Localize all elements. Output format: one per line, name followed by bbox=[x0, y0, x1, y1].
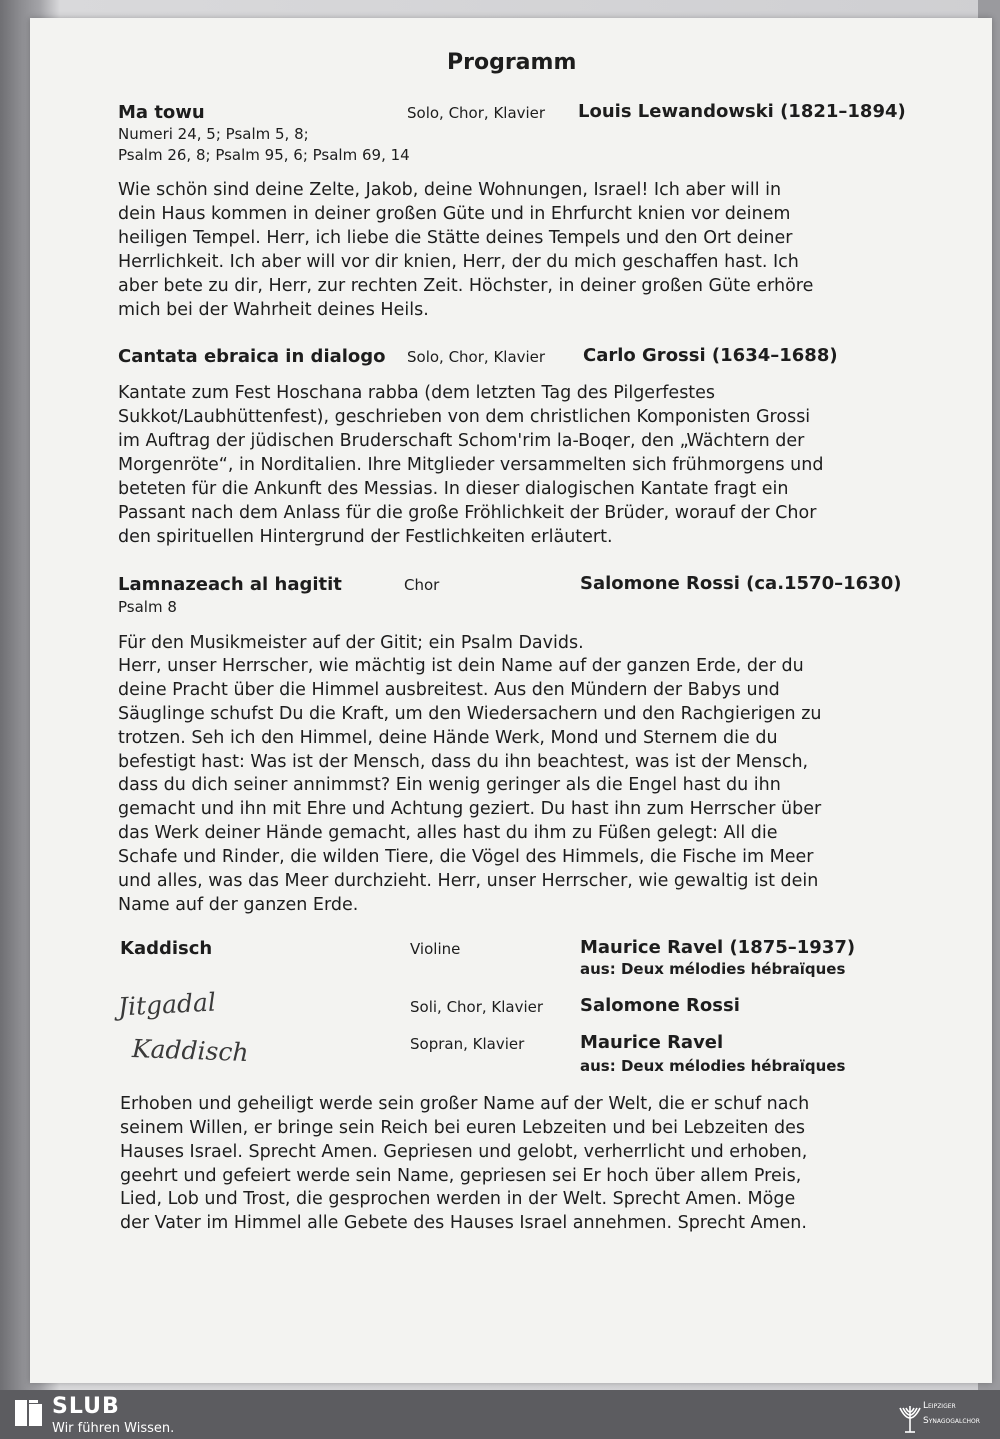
piece-text-line: dein Haus kommen in deiner großen Güte und in Ehrfurcht knien vor deinem bbox=[118, 204, 791, 224]
piece-text-line: beteten für die Ankunft des Messias. In dieser dialogischen Kantate fragt ein bbox=[118, 479, 789, 499]
piece-text-line: Wie schön sind deine Zelte, Jakob, deine Wohnungen, Israel! Ich aber will in bbox=[118, 180, 782, 200]
piece-text-line: geehrt und gefeiert werde sein Name, gepriesen sei Er hoch über allem Preis, bbox=[120, 1166, 802, 1186]
piece-performers: Solo, Chor, Klavier bbox=[407, 348, 546, 366]
piece-performers: Sopran, Klavier bbox=[410, 1035, 525, 1053]
piece-title: Cantata ebraica in dialogo bbox=[118, 346, 386, 367]
piece-text-line: gemacht und ihn mit Ehre und Achtung geziert. Du hast ihn zum Herrscher über bbox=[118, 799, 822, 819]
piece-reference: Psalm 26, 8; Psalm 95, 6; Psalm 69, 14 bbox=[118, 146, 410, 164]
piece-source: aus: Deux mélodies hébraïques bbox=[580, 1057, 846, 1075]
piece-reference: Numeri 24, 5; Psalm 5, 8; bbox=[118, 125, 309, 143]
slub-tagline: Wir führen Wissen. bbox=[52, 1421, 175, 1436]
slub-book-icon bbox=[14, 1398, 44, 1428]
piece-text-line: aber bete zu dir, Herr, zur rechten Zeit. Höchster, in deiner großen Güte erhöre bbox=[118, 276, 814, 296]
handwritten-note: Jitgadal bbox=[117, 987, 217, 1022]
piece-title: Ma towu bbox=[118, 102, 205, 123]
piece-composer: Carlo Grossi (1634–1688) bbox=[583, 345, 838, 366]
piece-composer: Maurice Ravel bbox=[580, 1032, 724, 1053]
slub-brand: SLUB bbox=[52, 1394, 120, 1419]
piece-text-line: Kantate zum Fest Hoschana rabba (dem letzten Tag des Pilgerfestes bbox=[118, 383, 716, 403]
piece-text-line: trotzen. Seh ich den Himmel, deine Hände Werk, Mond und Sternem die du bbox=[118, 728, 778, 748]
piece-title: Kaddisch bbox=[120, 938, 213, 959]
piece-text-line: und alles, was das Meer durchzieht. Herr, unser Herrscher, wie gewaltig ist dein bbox=[118, 871, 819, 891]
piece-text-line: den spirituellen Hintergrund der Festlichkeiten erläutert. bbox=[118, 527, 613, 547]
piece-text-line: deine Pracht über die Himmel ausbreitest. Aus den Mündern der Babys und bbox=[118, 680, 780, 700]
piece-composer: Salomone Rossi bbox=[580, 995, 740, 1016]
piece-text-line: Sukkot/Laubhüttenfest), geschrieben von dem christlichen Komponisten Grossi bbox=[118, 407, 811, 427]
handwritten-note: Kaddisch bbox=[131, 1033, 250, 1068]
piece-text-line: mich bei der Wahrheit deines Heils. bbox=[118, 300, 429, 320]
piece-text-line: Säuglinge schufst Du die Kraft, um den Wiedersachern und den Rachgierigen zu bbox=[118, 704, 822, 724]
piece-source: aus: Deux mélodies hébraïques bbox=[580, 960, 846, 978]
partner-line: Leipziger bbox=[923, 1401, 956, 1411]
piece-text-line: der Vater im Himmel alle Gebete des Hauses Israel annehmen. Sprecht Amen. bbox=[120, 1213, 807, 1233]
piece-text-line: im Auftrag der jüdischen Bruderschaft Schom'rim la-Boqer, den „Wächtern der bbox=[118, 431, 805, 451]
piece-title: Lamnazeach al hagitit bbox=[118, 574, 342, 595]
piece-text-line: Herrlichkeit. Ich aber will vor dir knien, Herr, der du mich geschaffen hast. Ich bbox=[118, 252, 799, 272]
piece-performers: Violine bbox=[410, 940, 461, 958]
piece-text-line: Für den Musikmeister auf der Gitit; ein Psalm Davids. bbox=[118, 633, 584, 653]
piece-composer: Maurice Ravel (1875–1937) bbox=[580, 937, 856, 958]
partner-line: Synagogalchor bbox=[923, 1416, 980, 1426]
footer-bar bbox=[0, 1390, 1000, 1439]
piece-performers: Solo, Chor, Klavier bbox=[407, 104, 546, 122]
piece-text-line: Passant nach dem Anlass für die große Fröhlichkeit der Brüder, worauf der Chor bbox=[118, 503, 817, 523]
piece-text-line: heiligen Tempel. Herr, ich liebe die Stätte deines Tempels und den Ort deiner bbox=[118, 228, 793, 248]
piece-text-line: Hauses Israel. Sprecht Amen. Gepriesen und gelobt, verherrlicht und erhoben, bbox=[120, 1142, 808, 1162]
piece-composer: Louis Lewandowski (1821–1894) bbox=[578, 101, 906, 122]
piece-text-line: Name auf der ganzen Erde. bbox=[118, 895, 359, 915]
piece-composer: Salomone Rossi (ca.1570–1630) bbox=[580, 573, 902, 594]
piece-text-line: befestigt hast: Was ist der Mensch, dass du ihn beachtest, was ist der Mensch, bbox=[118, 752, 809, 772]
piece-text-line: Morgenröte“, in Norditalien. Ihre Mitglieder versammelten sich frühmorgens und bbox=[118, 455, 824, 475]
piece-performers: Chor bbox=[404, 576, 440, 594]
piece-text-line: das Werk deiner Hände gemacht, alles hast du ihm zu Füßen gelegt: All die bbox=[118, 823, 778, 843]
page-title: Programm bbox=[447, 50, 577, 75]
piece-text-line: dass du dich seiner annimmst? Ein wenig geringer als die Engel hast du ihn bbox=[118, 775, 781, 795]
piece-text-line: seinem Willen, er bringe sein Reich bei euren Lebzeiten und bei Lebzeiten des bbox=[120, 1118, 805, 1138]
piece-text-line: Lied, Lob und Trost, die gesprochen werden in der Welt. Sprecht Amen. Möge bbox=[120, 1189, 796, 1209]
piece-performers: Soli, Chor, Klavier bbox=[410, 998, 544, 1016]
piece-text-line: Herr, unser Herrscher, wie mächtig ist dein Name auf der ganzen Erde, der du bbox=[118, 656, 804, 676]
piece-text-line: Erhoben und geheiligt werde sein großer Name auf der Welt, die er schuf nach bbox=[120, 1094, 810, 1114]
piece-reference: Psalm 8 bbox=[118, 598, 177, 616]
partner-logo-text bbox=[923, 1399, 980, 1429]
piece-text-line: Schafe und Rinder, die wilden Tiere, die Vögel des Himmels, die Fische im Meer bbox=[118, 847, 814, 867]
